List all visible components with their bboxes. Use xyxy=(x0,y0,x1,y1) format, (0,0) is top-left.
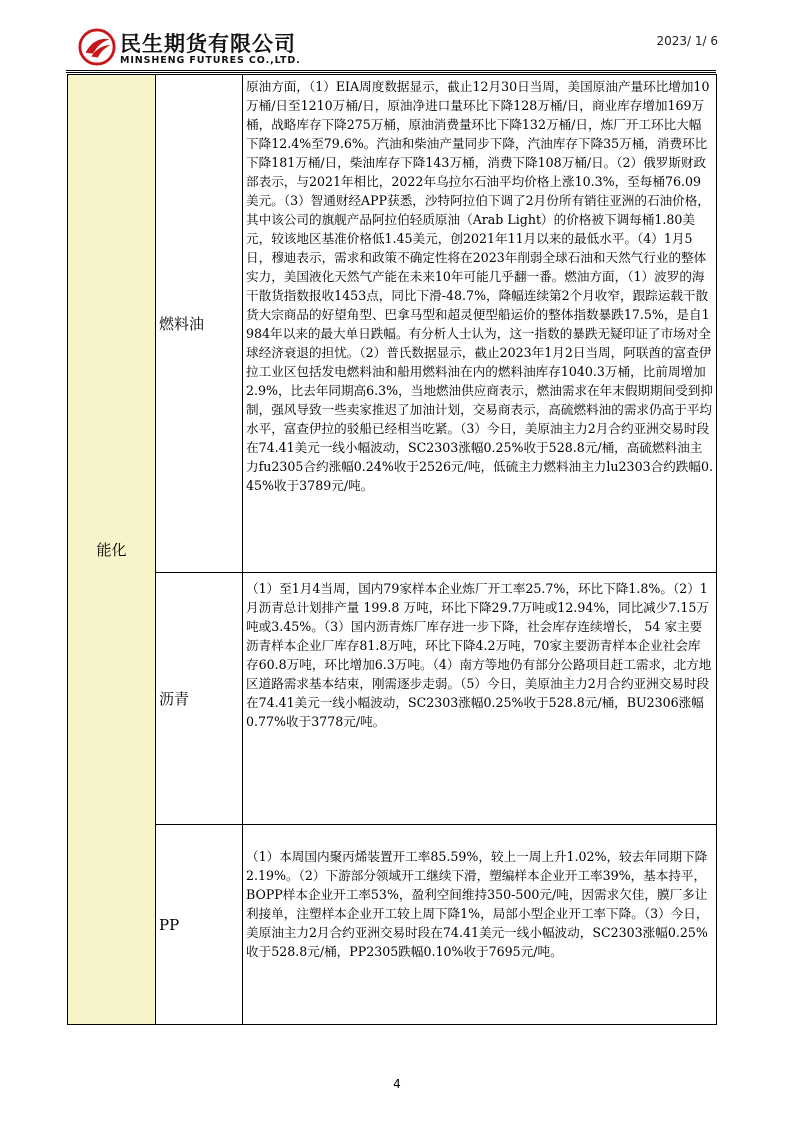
minsheng-logo-icon xyxy=(78,28,116,66)
page-header xyxy=(78,26,718,70)
company-name-en: MINSHENG FUTURES CO.,LTD. xyxy=(120,55,301,66)
page-number: 4 xyxy=(393,1077,401,1091)
header-divider xyxy=(66,70,716,73)
commentary-text: （1）至1月4当周，国内79家样本企业炼厂开工率25.7%，环比下降1.8%。（2）1月沥青总计划排产量 199.8 万吨，环比下降29.7万吨或12.94%，同比减少7.15万吨或3.45%。（3）国内沥青炼厂库存进一步下降，社会库存连续增长， 54 家主要沥青样本企业厂库存81.8万吨，环比下降4.2万吨，70家主要沥青样本企业社会库存60.8万吨，环比增加6.3万吨。（4）南方等地仍有部分公路项目赶工需求，北方地区道路需求基本结束，刚需逐步走弱。（5）今日，美原油主力2月合约亚洲交易时段在74.41美元一线小幅波动，SC2303涨幅0.25%收于528.8元/桶，BU2306涨幅0.77%收于3778元/吨。 xyxy=(246,581,712,729)
product-commentary xyxy=(243,573,717,825)
commentary-text: 原油方面，（1）EIA周度数据显示，截止12月30日当周，美国原油产量环比增加10万桶/日至1210万桶/日，原油净进口量环比下降128万桶/日，商业库存增加169万桶，战略库存下降275万桶，原油消费量环比下降132万桶/日，炼厂开工环比大幅下降12.4%至79.6%。汽油和柴油产量同步下降，汽油库存下降35万桶，消费环比下降181万桶/日，柴油库存下降143万桶，消费下降108万桶/日。（2）俄罗斯财政部表示，与2021年相比，2022年乌拉尔石油平均价格上涨10.3%，至每桶76.09美元。（3）智通财经APP获悉，沙特阿拉伯下调了2月份所有销往亚洲的石油价格，其中该公司的旗舰产品阿拉伯轻质原油（Arab Light）的价格被下调每桶1.80美元，较该地区基准价格低1.45美元，创2021年11月以来的最低水平。（4）1月5日，穆迪表示，需求和政策不确定性将在2023年削弱全球石油和天然气行业的整体实力，美国液化天然气产能在未来10年可能几乎翻一番。燃油方面，（1）波罗的海干散货指数报收1453点，同比下滑-48.7%，降幅连续第2个月收窄，跟踪运载干散货大宗商品的好望角型、巴拿马型和超灵便型船运价的整体指数暴跌17.5%，是自1984年以来的最大单日跌幅。有分析人士认为，这一指数的暴跌无疑印证了市场对全球经济衰退的担忧。（2）普氏数据显示，截止2023年1月2日当周，阿联酋的富查伊拉工业区包括发电燃料油和船用燃料油在内的燃料油库存1040.3万桶，比前周增加2.9%，比去年同期高6.3%，当地燃油供应商表示，燃油需求在年末假期期间受到抑制，强风导致一些卖家推迟了加油计划，交易商表示，高硫燃料油的需求仍高于平均水平，富查伊拉的驳船已经相当吃紧。（3）今日，美原油主力2月合约亚洲交易时段在74.41美元一线小幅波动，SC2303涨幅0.25%收于528.8元/桶，高硫燃料油主力fu2305合约涨幅0.24%收于2526元/吨，低硫主力燃料油主力lu2303合约跌幅0.45%收于3789元/吨。 xyxy=(246,79,713,493)
report-date: 2023/ 1/ 6 xyxy=(656,34,718,48)
product-name: 沥青 xyxy=(156,573,243,825)
commentary-text: （1）本周国内聚丙烯装置开工率85.59%，较上一周上升1.02%，较去年同期下降2.19%。（2）下游部分领域开工继续下滑，塑编样本企业开工率39%，基本持平， BOPP样本企业开工率53%，盈利空间维持350-500元/吨，因需求欠佳，膜厂多让利接单，注塑样本企业开工较上周下降1%，局部小型企业开工率下降。（3）今日，美原油主力2月合约亚洲交易时段在74.41美元一线小幅波动，SC2303涨幅0.25%收于528.8元/桶，PP2305跌幅0.10%收于7695元/吨。 xyxy=(246,849,709,959)
product-name: 燃料油 xyxy=(156,75,243,573)
table-row xyxy=(68,75,717,573)
commentary-table xyxy=(67,74,717,1025)
product-commentary xyxy=(243,825,717,1025)
company-name-cn: 民生期货有限公司 xyxy=(120,32,296,56)
sector-cell: 能化 xyxy=(68,75,156,1025)
product-name: PP xyxy=(156,825,243,1025)
table-row xyxy=(68,573,717,825)
table-row xyxy=(68,825,717,1025)
product-commentary xyxy=(243,75,717,573)
